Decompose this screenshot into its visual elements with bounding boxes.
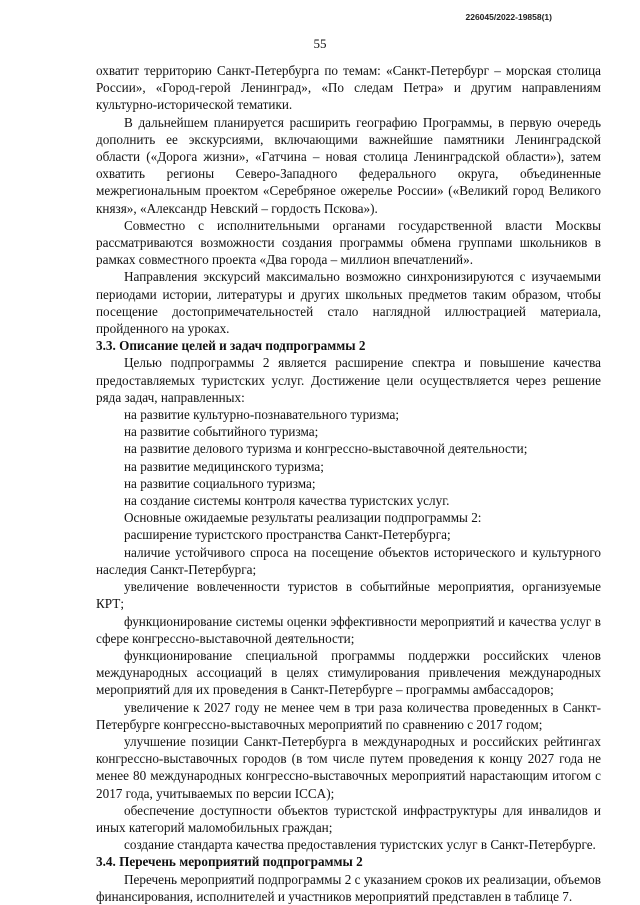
task-item: на развитие медицинского туризма; <box>124 458 324 474</box>
task-item: на создание системы контроля качества туристских услуг. <box>124 493 450 509</box>
task-item: на развитие делового туризма и конгрессно-выставочной деятельности; <box>124 441 528 457</box>
result-item: увеличение к 2027 году не менее чем в три раза количества проведенных в Санкт-Петербурге конгрессно-выставочных мероприятий по сравнению с 2017 годом; <box>96 699 601 732</box>
section-heading-3-3: 3.3. Описание целей и задач подпрограммы 2 <box>96 338 366 354</box>
task-item: на развитие социального туризма; <box>124 475 316 491</box>
intro-paragraph: охватит территорию Санкт-Петербурга по темам: «Санкт-Петербург – морская столица России», «Город-герой Ленинград», «По следам Петра» и другим направлениям культурно-исторической тематики. <box>96 63 601 113</box>
task-item: на развитие событийного туризма; <box>124 424 319 440</box>
result-item: улучшение позиции Санкт-Петербурга в международных и российских рейтингах конгрессно-выставочных городов (в том числе путем проведения к концу 2027 года не менее 80 международных конгрессно-выставочных мероприятий нарастающим итогом с 2017 года, учитываемых по версии ICCA); <box>96 733 601 801</box>
intro-paragraph: В дальнейшем планируется расширить географию Программы, в первую очередь дополнить ее экскурсиями, включающими важнейшие памятники Ленинградской области («Дорога жизни», «Гатчина – новая столица Ленинградской области»), затем охватить регионы Северо-Западного федерального округа, объединенные межрегиональным проектом «Серебряное ожерелье России» («Великий город Великого князя», «Александр Невский – гордость Пскова»). <box>96 114 601 216</box>
result-item: создание стандарта качества предоставления туристских услуг в Санкт-Петербурге. <box>124 837 596 853</box>
result-item: обеспечение доступности объектов туристской инфраструктуры для инвалидов и иных категорий маломобильных граждан; <box>96 802 601 835</box>
intro-paragraph: Направления экскурсий максимально возможно синхронизируются с изучаемыми периодами истории, литературы и других школьных предметов таким образом, чтобы посещение достопримечательностей стало наглядной иллюстрацией материала, пройденного на уроках. <box>96 269 601 337</box>
section-3-4-paragraph: Перечень мероприятий подпрограммы 2 с указанием сроков их реализации, объемов финансирования, исполнителей и участников мероприятий представлен в таблице 7. <box>96 871 601 904</box>
result-item: наличие устойчивого спроса на посещение объектов исторического и культурного наследия Санкт-Петербурга; <box>96 544 601 577</box>
task-item: на развитие культурно-познавательного туризма; <box>124 407 400 423</box>
result-item: функционирование специальной программы поддержки российских членов международных ассоциаций в целях стимулирования привлечения международных мероприятий для их проведения в Санкт-Петербурге – программы амбассадоров; <box>96 647 601 698</box>
section-heading-3-4: 3.4. Перечень мероприятий подпрограммы 2 <box>96 854 363 870</box>
page-number: 55 <box>313 36 327 51</box>
document-number: 226045/2022-19858(1) <box>465 12 552 22</box>
page-content <box>96 62 601 905</box>
goal-paragraph: Целью подпрограммы 2 является расширение спектра и повышение качества предоставляемых туристских услуг. Достижение цели осуществляется через решение ряда задач, направленных: <box>96 355 601 405</box>
result-item: расширение туристского пространства Санкт-Петербурга; <box>124 527 451 543</box>
result-item: увеличение вовлеченности туристов в событийные мероприятия, организуемые КРТ; <box>96 579 601 612</box>
intro-paragraph: Совместно с исполнительными органами государственной власти Москвы рассматриваются возможности создания программы обмена группами школьников в рамках совместного проекта «Два города – миллион впечатлений». <box>96 217 601 268</box>
result-item: функционирование системы оценки эффективности мероприятий и качества услуг в сфере конгрессно-выставочной деятельности; <box>96 613 601 646</box>
results-title: Основные ожидаемые результаты реализации подпрограммы 2: <box>124 510 482 526</box>
